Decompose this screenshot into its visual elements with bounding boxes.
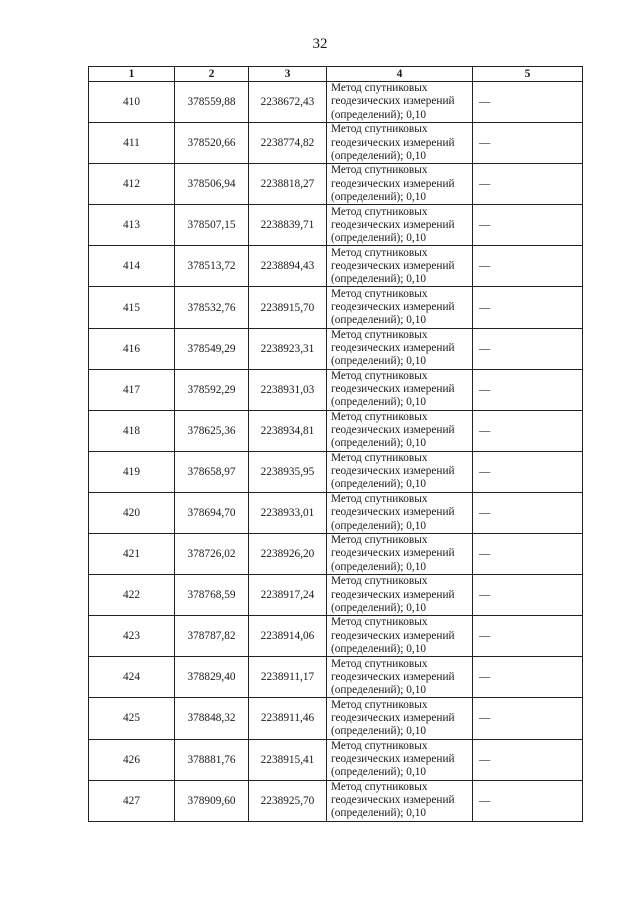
method-line-3: (определений); 0,10 (331, 766, 427, 779)
table-row (89, 82, 583, 123)
table-header-row (89, 67, 583, 82)
method-line-1: Метод спутниковых (331, 780, 428, 793)
method-line-3: (определений); 0,10 (331, 231, 427, 244)
y-coordinate-cell: 2238917,24 (249, 575, 327, 616)
method-line-3: (определений); 0,10 (331, 601, 427, 614)
point-number-cell: 416 (89, 328, 175, 369)
method-line-1: Метод спутниковых (331, 287, 428, 300)
column-5-cell: — (473, 575, 583, 616)
method-cell (327, 492, 473, 533)
method-line-2: геодезических измерений (331, 300, 455, 313)
method-cell (327, 739, 473, 780)
method-line-2: геодезических измерений (331, 424, 455, 437)
column-5-cell: — (473, 451, 583, 492)
table-row (89, 698, 583, 739)
point-number-cell: 419 (89, 451, 175, 492)
column-5-cell: — (473, 82, 583, 123)
point-number-cell: 413 (89, 205, 175, 246)
point-number-cell: 423 (89, 616, 175, 657)
method-line-1: Метод спутниковых (331, 328, 428, 341)
coordinates-table (88, 66, 583, 822)
method-cell (327, 575, 473, 616)
method-cell (327, 123, 473, 164)
method-line-2: геодезических измерений (331, 629, 455, 642)
x-coordinate-cell: 378787,82 (175, 616, 249, 657)
method-line-1: Метод спутниковых (331, 246, 428, 259)
method-cell (327, 328, 473, 369)
y-coordinate-cell: 2238931,03 (249, 369, 327, 410)
table-row (89, 369, 583, 410)
header-col-1: 1 (89, 67, 175, 82)
method-cell (327, 451, 473, 492)
y-coordinate-cell: 2238934,81 (249, 410, 327, 451)
x-coordinate-cell: 378592,29 (175, 369, 249, 410)
method-line-3: (определений); 0,10 (331, 437, 427, 450)
y-coordinate-cell: 2238915,41 (249, 739, 327, 780)
x-coordinate-cell: 378909,60 (175, 780, 249, 821)
method-line-1: Метод спутниковых (331, 410, 428, 423)
column-5-cell: — (473, 698, 583, 739)
table-row (89, 780, 583, 821)
method-cell (327, 287, 473, 328)
x-coordinate-cell: 378532,76 (175, 287, 249, 328)
x-coordinate-cell: 378520,66 (175, 123, 249, 164)
column-5-cell: — (473, 328, 583, 369)
method-cell (327, 205, 473, 246)
column-5-cell: — (473, 739, 583, 780)
y-coordinate-cell: 2238923,31 (249, 328, 327, 369)
x-coordinate-cell: 378559,88 (175, 82, 249, 123)
x-coordinate-cell: 378625,36 (175, 410, 249, 451)
table-row (89, 205, 583, 246)
method-cell (327, 698, 473, 739)
method-line-2: геодезических измерений (331, 670, 455, 683)
method-line-3: (определений); 0,10 (331, 273, 427, 286)
method-line-2: геодезических измерений (331, 383, 455, 396)
method-line-1: Метод спутниковых (331, 82, 428, 95)
point-number-cell: 414 (89, 246, 175, 287)
point-number-cell: 415 (89, 287, 175, 328)
point-number-cell: 411 (89, 123, 175, 164)
y-coordinate-cell: 2238915,70 (249, 287, 327, 328)
method-line-1: Метод спутниковых (331, 657, 428, 670)
point-number-cell: 412 (89, 164, 175, 205)
point-number-cell: 424 (89, 657, 175, 698)
point-number-cell: 427 (89, 780, 175, 821)
method-cell (327, 534, 473, 575)
y-coordinate-cell: 2238894,43 (249, 246, 327, 287)
column-5-cell: — (473, 369, 583, 410)
method-line-2: геодезических измерений (331, 794, 455, 807)
method-line-3: (определений); 0,10 (331, 478, 427, 491)
method-line-2: геодезических измерений (331, 259, 455, 272)
column-5-cell: — (473, 205, 583, 246)
table-row (89, 328, 583, 369)
method-line-2: геодезических измерений (331, 547, 455, 560)
column-5-cell: — (473, 492, 583, 533)
method-line-3: (определений); 0,10 (331, 355, 427, 368)
coordinates-table-container (88, 66, 582, 822)
header-col-3: 3 (249, 67, 327, 82)
y-coordinate-cell: 2238672,43 (249, 82, 327, 123)
y-coordinate-cell: 2238935,95 (249, 451, 327, 492)
column-5-cell: — (473, 246, 583, 287)
point-number-cell: 420 (89, 492, 175, 533)
method-line-3: (определений); 0,10 (331, 683, 427, 696)
method-cell (327, 410, 473, 451)
table-row (89, 164, 583, 205)
column-5-cell: — (473, 657, 583, 698)
method-line-3: (определений); 0,10 (331, 560, 427, 573)
method-line-1: Метод спутниковых (331, 739, 428, 752)
table-row (89, 492, 583, 533)
x-coordinate-cell: 378694,70 (175, 492, 249, 533)
x-coordinate-cell: 378658,97 (175, 451, 249, 492)
method-line-3: (определений); 0,10 (331, 396, 427, 409)
method-line-3: (определений); 0,10 (331, 725, 427, 738)
method-line-2: геодезических измерений (331, 465, 455, 478)
method-line-2: геодезических измерений (331, 95, 455, 108)
column-5-cell: — (473, 780, 583, 821)
table-body (89, 82, 583, 822)
table-row (89, 410, 583, 451)
column-5-cell: — (473, 123, 583, 164)
header-col-5: 5 (473, 67, 583, 82)
y-coordinate-cell: 2238914,06 (249, 616, 327, 657)
method-line-3: (определений); 0,10 (331, 314, 427, 327)
method-line-3: (определений); 0,10 (331, 642, 427, 655)
x-coordinate-cell: 378726,02 (175, 534, 249, 575)
column-5-cell: — (473, 534, 583, 575)
header-col-2: 2 (175, 67, 249, 82)
x-coordinate-cell: 378881,76 (175, 739, 249, 780)
table-row (89, 739, 583, 780)
table-row (89, 123, 583, 164)
method-line-1: Метод спутниковых (331, 575, 428, 588)
y-coordinate-cell: 2238925,70 (249, 780, 327, 821)
x-coordinate-cell: 378513,72 (175, 246, 249, 287)
method-cell (327, 369, 473, 410)
method-line-2: геодезических измерений (331, 177, 455, 190)
method-line-2: геодезических измерений (331, 711, 455, 724)
method-line-1: Метод спутниковых (331, 493, 428, 506)
table-row (89, 534, 583, 575)
point-number-cell: 422 (89, 575, 175, 616)
method-line-3: (определений); 0,10 (331, 190, 427, 203)
y-coordinate-cell: 2238911,17 (249, 657, 327, 698)
method-line-2: геодезических измерений (331, 752, 455, 765)
y-coordinate-cell: 2238933,01 (249, 492, 327, 533)
column-5-cell: — (473, 410, 583, 451)
method-line-3: (определений); 0,10 (331, 519, 427, 532)
method-line-1: Метод спутниковых (331, 616, 428, 629)
method-line-3: (определений); 0,10 (331, 149, 427, 162)
point-number-cell: 410 (89, 82, 175, 123)
y-coordinate-cell: 2238911,46 (249, 698, 327, 739)
point-number-cell: 425 (89, 698, 175, 739)
table-row (89, 246, 583, 287)
method-line-3: (определений); 0,10 (331, 108, 427, 121)
x-coordinate-cell: 378506,94 (175, 164, 249, 205)
method-line-2: геодезических измерений (331, 136, 455, 149)
x-coordinate-cell: 378848,32 (175, 698, 249, 739)
method-line-1: Метод спутниковых (331, 369, 428, 382)
point-number-cell: 421 (89, 534, 175, 575)
table-row (89, 616, 583, 657)
table-row (89, 451, 583, 492)
method-line-1: Метод спутниковых (331, 164, 428, 177)
point-number-cell: 418 (89, 410, 175, 451)
point-number-cell: 417 (89, 369, 175, 410)
y-coordinate-cell: 2238926,20 (249, 534, 327, 575)
method-cell (327, 82, 473, 123)
method-line-2: геодезических измерений (331, 588, 455, 601)
x-coordinate-cell: 378507,15 (175, 205, 249, 246)
table-row (89, 287, 583, 328)
column-5-cell: — (473, 287, 583, 328)
y-coordinate-cell: 2238774,82 (249, 123, 327, 164)
x-coordinate-cell: 378829,40 (175, 657, 249, 698)
point-number-cell: 426 (89, 739, 175, 780)
method-line-2: геодезических измерений (331, 342, 455, 354)
y-coordinate-cell: 2238818,27 (249, 164, 327, 205)
method-line-3: (определений); 0,10 (331, 807, 427, 820)
method-line-1: Метод спутниковых (331, 123, 428, 136)
x-coordinate-cell: 378768,59 (175, 575, 249, 616)
method-line-1: Метод спутниковых (331, 534, 428, 547)
method-line-1: Метод спутниковых (331, 698, 428, 711)
method-line-2: геодезических измерений (331, 218, 455, 231)
y-coordinate-cell: 2238839,71 (249, 205, 327, 246)
x-coordinate-cell: 378549,29 (175, 328, 249, 369)
header-col-4: 4 (327, 67, 473, 82)
method-line-2: геодезических измерений (331, 506, 455, 519)
table-row (89, 657, 583, 698)
method-line-1: Метод спутниковых (331, 452, 428, 465)
method-cell (327, 657, 473, 698)
table-row (89, 575, 583, 616)
column-5-cell: — (473, 616, 583, 657)
method-cell (327, 246, 473, 287)
method-cell (327, 780, 473, 821)
method-line-1: Метод спутниковых (331, 205, 428, 218)
method-cell (327, 164, 473, 205)
page-number: 32 (312, 36, 328, 52)
method-cell (327, 616, 473, 657)
column-5-cell: — (473, 164, 583, 205)
